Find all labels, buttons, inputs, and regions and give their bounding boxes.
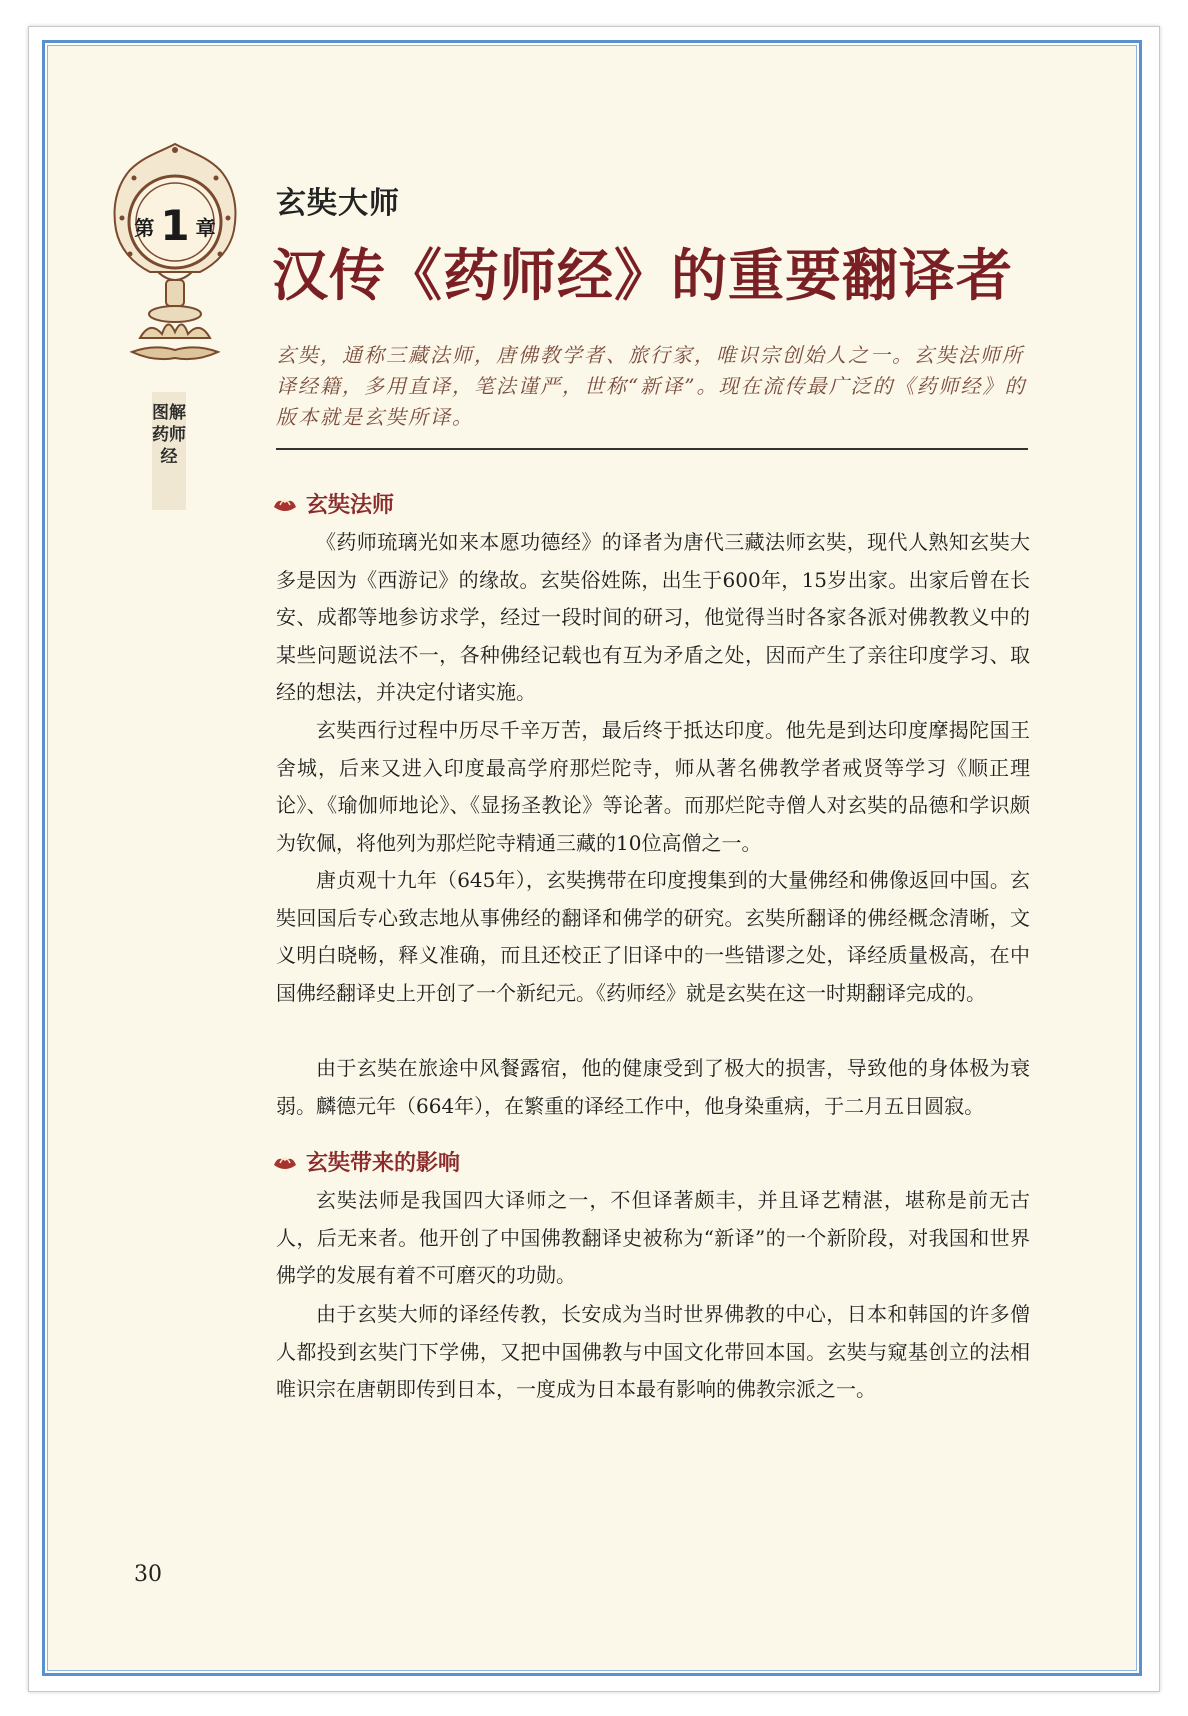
article-title: 汉传《药师经》的重要翻译者 bbox=[272, 243, 1013, 309]
chapter-medallion-ornament bbox=[110, 138, 240, 388]
paragraph: 由于玄奘在旅途中风餐露宿，他的健康受到了极大的损害，导致他的身体极为衰弱。麟德元年（664年），在繁重的译经工作中，他身染重病，于二月五日圆寂。 bbox=[276, 1056, 1030, 1118]
chapter-digit: 1 bbox=[160, 201, 190, 250]
divider-line bbox=[276, 448, 1028, 450]
page-number: 30 bbox=[134, 1562, 162, 1587]
paragraph: 玄奘西行过程中历尽千辛万苦，最后终于抵达印度。他先是到达印度摩揭陀国王舍城，后来又进入印度最高学府那烂陀寺，师从著名佛教学者戒贤等学习《顺正理论》、《瑜伽师地论》、《显扬圣教论》等论著。而那烂陀寺僧人对玄奘的品德和学识颇为钦佩，将他列为那烂陀寺精通三藏的10位高僧之一。 bbox=[276, 718, 1030, 855]
paragraph: 唐贞观十九年（645年），玄奘携带在印度搜集到的大量佛经和佛像返回中国。玄奘回国后专心致志地从事佛经的翻译和佛学的研究。玄奘所翻译的佛经概念清晰，文义明白晓畅，释义准确，而且还校正了旧译中的一些错谬之处，译经质量极高，在中国佛经翻译史上开创了一个新纪元。《药师经》就是玄奘在这一时期翻译完成的。 bbox=[276, 868, 1030, 1005]
section-heading-influence bbox=[272, 1146, 460, 1177]
lotus-bullet-icon bbox=[272, 493, 298, 515]
chapter-number bbox=[120, 196, 230, 256]
section-heading-xuanzang bbox=[272, 488, 394, 519]
intro-summary: 玄奘，通称三藏法师，唐佛教学者、旅行家，唯识宗创始人之一。玄奘法师所译经籍，多用直译，笔法谨严，世称“新译”。现在流传最广泛的《药师经》的版本就是玄奘所译。 bbox=[276, 343, 1027, 429]
book-title-tab: 图解药师经 bbox=[152, 392, 186, 510]
paragraph: 玄奘法师是我国四大译师之一，不但译著颇丰，并且译艺精湛，堪称是前无古人，后无来者。他开创了中国佛教翻译史被称为“新译”的一个新阶段，对我国和世界佛学的发展有着不可磨灭的功勋。 bbox=[276, 1188, 1030, 1287]
paragraph: 由于玄奘大师的译经传教，长安成为当时世界佛教的中心，日本和韩国的许多僧人都投到玄奘门下学佛，又把中国佛教与中国文化带回本国。玄奘与窥基创立的法相唯识宗在唐朝即传到日本，一度成为日本最有影响的佛教宗派之一。 bbox=[276, 1302, 1030, 1401]
chapter-suffix: 章 bbox=[195, 215, 216, 240]
section-heading-text: 玄奘法师 bbox=[306, 493, 395, 518]
chapter-prefix: 第 bbox=[134, 215, 155, 240]
section-heading-text: 玄奘带来的影响 bbox=[306, 1151, 461, 1176]
lotus-bullet-icon bbox=[272, 1151, 298, 1173]
paragraph: 《药师琉璃光如来本愿功德经》的译者为唐代三藏法师玄奘，现代人熟知玄奘大多是因为《西游记》的缘故。玄奘俗姓陈，出生于600年，15岁出家。出家后曾在长安、成都等地参访求学，经过一段时间的研习，他觉得当时各家各派对佛教教义中的某些问题说法不一，各种佛经记载也有互为矛盾之处，因而产生了亲往印度学习、取经的想法，并决定付诸实施。 bbox=[276, 530, 1030, 704]
article-subtitle: 玄奘大师 bbox=[276, 186, 400, 221]
